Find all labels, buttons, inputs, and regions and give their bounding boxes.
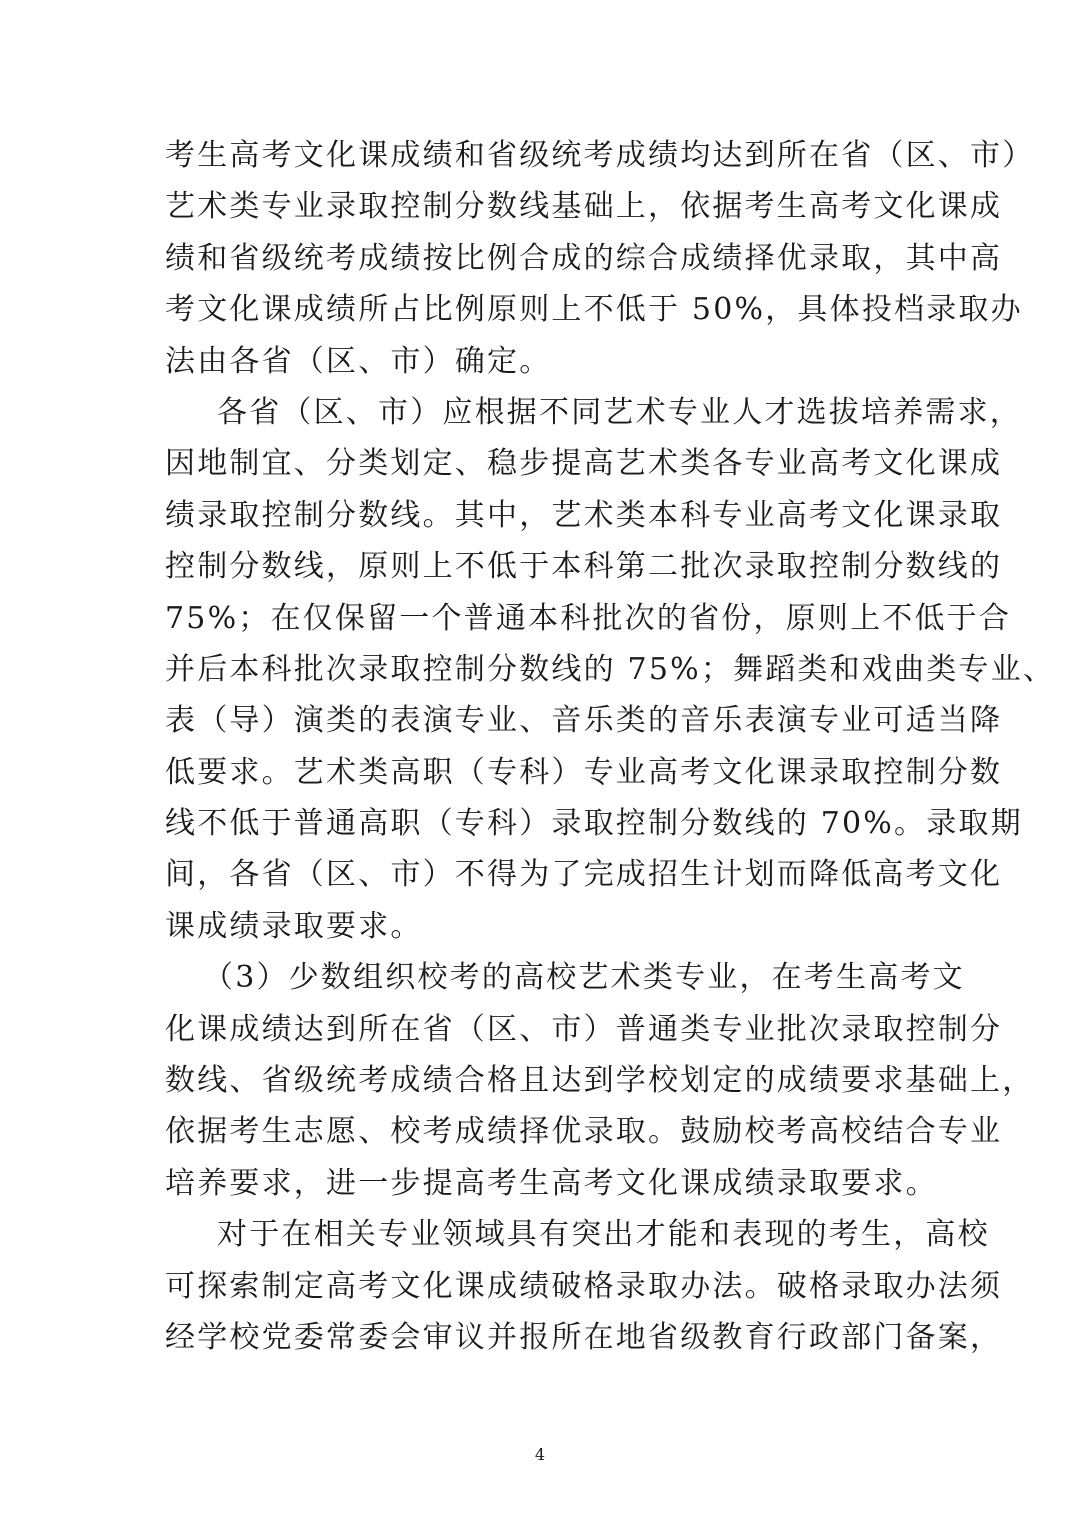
text-line: 数线、省级统考成绩合格且达到学校划定的成绩要求基础上， (165, 1063, 1035, 1099)
text-line: 课成绩录取要求。 (165, 908, 423, 944)
text-line: 化课成绩达到所在省（区、市）普通类专业批次录取控制分 (165, 1011, 1003, 1047)
paragraph-1 (165, 130, 1035, 387)
text-line: 75%；在仅保留一个普通本科批次的省份，原则上不低于合 (165, 600, 1012, 636)
paragraph-3 (165, 952, 1035, 1209)
text-line: （3）少数组织校考的高校艺术类专业，在考生高考文 (203, 960, 965, 996)
text-line: 考文化课成绩所占比例原则上不低于 50%，具体投档录取办 (165, 292, 1023, 328)
text-line: 并后本科批次录取控制分数线的 75%；舞蹈类和戏曲类专业、 (165, 651, 1056, 687)
text-line: 因地制宜、分类划定、稳步提高艺术类各专业高考文化课成 (165, 446, 1003, 482)
text-line: 低要求。艺术类高职（专科）专业高考文化课录取控制分数 (165, 754, 1003, 790)
text-line: 绩录取控制分数线。其中，艺术类本科专业高考文化课录取 (165, 497, 1003, 533)
text-line: 线不低于普通高职（专科）录取控制分数线的 70%。录取期 (165, 806, 1023, 842)
text-line: 考生高考文化课成绩和省级统考成绩均达到所在省（区、市） (165, 138, 1035, 173)
page-number: 4 (534, 1445, 546, 1464)
paragraph-4 (165, 1209, 1003, 1363)
text-line: 培养要求，进一步提高考生高考文化课成绩录取要求。 (165, 1165, 938, 1201)
text-line: 依据考生志愿、校考成绩择优录取。鼓励校考高校结合专业 (165, 1114, 1003, 1150)
text-line: 对于在相关专业领域具有突出才能和表现的考生，高校 (217, 1217, 990, 1253)
text-line: 间，各省（区、市）不得为了完成招生计划而降低高考文化 (165, 857, 1003, 893)
text-line: 表（导）演类的表演专业、音乐类的音乐表演专业可适当降 (165, 703, 1003, 739)
paragraph-2 (165, 387, 1056, 952)
text-line: 可探索制定高考文化课成绩破格录取办法。破格录取办法须 (165, 1268, 1003, 1304)
body-text (165, 130, 1056, 1363)
text-line: 艺术类专业录取控制分数线基础上，依据考生高考文化课成 (165, 189, 1003, 225)
text-line: 经学校党委常委会审议并报所在地省级教育行政部门备案， (165, 1319, 1003, 1355)
text-line: 各省（区、市）应根据不同艺术专业人才选拔培养需求， (217, 394, 1022, 430)
text-line: 绩和省级统考成绩按比例合成的综合成绩择优录取，其中高 (165, 240, 1003, 276)
text-line: 法由各省（区、市）确定。 (165, 343, 552, 379)
text-line: 控制分数线，原则上不低于本科第二批次录取控制分数线的 (165, 549, 1003, 585)
